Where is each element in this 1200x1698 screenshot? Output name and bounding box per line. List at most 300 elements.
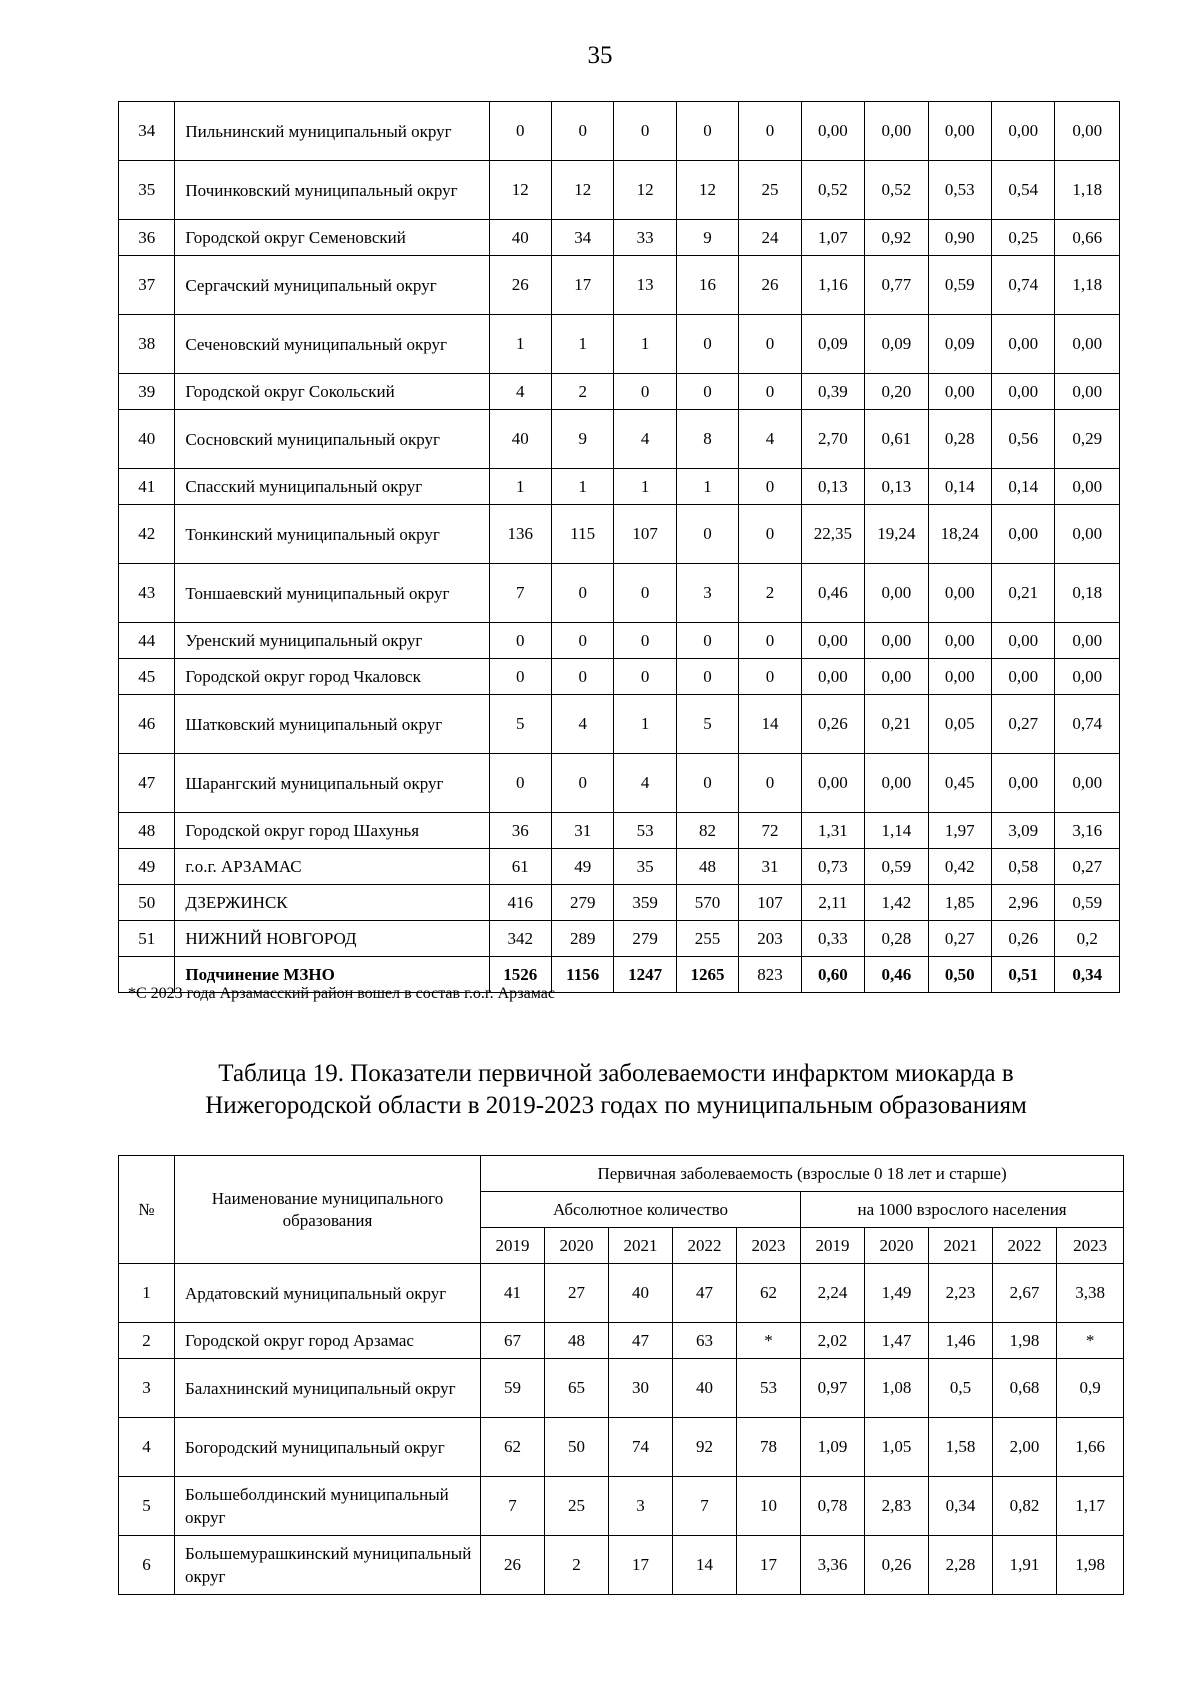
cell-value: 0,77 <box>865 256 928 315</box>
cell-value: 0,00 <box>865 102 928 161</box>
cell-value: 72 <box>739 813 801 849</box>
cell-value: 279 <box>552 885 614 921</box>
cell-value: 0,9 <box>1057 1359 1124 1418</box>
municipality-name: Спасский муниципальный округ <box>175 469 489 505</box>
municipality-name: Сергачский муниципальный округ <box>175 256 489 315</box>
cell-value: 0,20 <box>865 374 928 410</box>
cell-value: 1265 <box>676 957 738 993</box>
cell-value: 0 <box>739 754 801 813</box>
cell-value: 0,42 <box>928 849 991 885</box>
cell-value: 1247 <box>614 957 676 993</box>
row-number: 51 <box>119 921 175 957</box>
cell-value: 0 <box>489 102 551 161</box>
cell-value: 0 <box>552 754 614 813</box>
year-header: 2020 <box>545 1228 609 1264</box>
cell-value: 26 <box>739 256 801 315</box>
cell-value: 0,97 <box>801 1359 865 1418</box>
table-row <box>119 256 1120 315</box>
cell-value: 0,52 <box>801 161 864 220</box>
cell-value: 1 <box>614 469 676 505</box>
cell-value: 0 <box>676 315 738 374</box>
table-row <box>119 315 1120 374</box>
caption-line: Таблица 19. Показатели первичной заболеваемости инфарктом миокарда в <box>218 1060 1014 1087</box>
column-header-number: № <box>119 1156 175 1264</box>
cell-value: 4 <box>614 754 676 813</box>
cell-value: 0,26 <box>801 695 864 754</box>
row-number: 43 <box>119 564 175 623</box>
table-row <box>119 1359 1124 1418</box>
cell-value: 2,11 <box>801 885 864 921</box>
cell-value: 2 <box>552 374 614 410</box>
cell-value: 2 <box>739 564 801 623</box>
cell-value: 0,00 <box>1055 754 1120 813</box>
cell-value: 40 <box>673 1359 737 1418</box>
cell-value: 0 <box>552 623 614 659</box>
cell-value: 2,02 <box>801 1323 865 1359</box>
table-row <box>119 695 1120 754</box>
cell-value: 0,00 <box>928 374 991 410</box>
row-number: 44 <box>119 623 175 659</box>
cell-value: 12 <box>489 161 551 220</box>
cell-value: 1 <box>552 469 614 505</box>
cell-value: 0 <box>614 623 676 659</box>
cell-value: 34 <box>552 220 614 256</box>
cell-value: 1,07 <box>801 220 864 256</box>
cell-value: 2,67 <box>993 1264 1057 1323</box>
cell-value: 0,00 <box>1055 102 1120 161</box>
cell-value: 0,13 <box>865 469 928 505</box>
cell-value: 0,34 <box>929 1477 993 1536</box>
cell-value: 25 <box>545 1477 609 1536</box>
cell-value: 0,00 <box>928 659 991 695</box>
cell-value: 3,36 <box>801 1536 865 1595</box>
cell-value: 416 <box>489 885 551 921</box>
cell-value: 1,18 <box>1055 256 1120 315</box>
table-row <box>119 161 1120 220</box>
cell-value: 0,00 <box>801 659 864 695</box>
row-number: 49 <box>119 849 175 885</box>
cell-value: 1 <box>552 315 614 374</box>
cell-value: 0,00 <box>801 102 864 161</box>
cell-value: 2,70 <box>801 410 864 469</box>
cell-value: 2,96 <box>992 885 1055 921</box>
cell-value: 0,00 <box>1055 623 1120 659</box>
cell-value: 0 <box>489 623 551 659</box>
cell-value: 0,21 <box>992 564 1055 623</box>
cell-value: 2 <box>545 1536 609 1595</box>
cell-value: 0 <box>614 659 676 695</box>
municipality-name: Сеченовский муниципальный округ <box>175 315 489 374</box>
cell-value: 0,39 <box>801 374 864 410</box>
cell-value: 0,66 <box>1055 220 1120 256</box>
row-number: 50 <box>119 885 175 921</box>
cell-value: 0 <box>739 315 801 374</box>
cell-value: 74 <box>609 1418 673 1477</box>
cell-value: 13 <box>614 256 676 315</box>
cell-value: 2,83 <box>865 1477 929 1536</box>
cell-value: 1,98 <box>993 1323 1057 1359</box>
cell-value: 0,00 <box>992 374 1055 410</box>
cell-value: 35 <box>614 849 676 885</box>
cell-value: 4 <box>489 374 551 410</box>
cell-value: 0,00 <box>1055 374 1120 410</box>
cell-value: 0 <box>676 623 738 659</box>
row-number: 4 <box>119 1418 175 1477</box>
cell-value: 0,00 <box>865 564 928 623</box>
cell-value: 9 <box>676 220 738 256</box>
cell-value: 24 <box>739 220 801 256</box>
cell-value: 136 <box>489 505 551 564</box>
cell-value: 0,00 <box>992 754 1055 813</box>
cell-value: 82 <box>676 813 738 849</box>
cell-value: 9 <box>552 410 614 469</box>
cell-value: 0,09 <box>928 315 991 374</box>
cell-value: * <box>737 1323 801 1359</box>
municipality-name: Сосновский муниципальный округ <box>175 410 489 469</box>
cell-value: 48 <box>545 1323 609 1359</box>
municipality-name: Пильнинский муниципальный округ <box>175 102 489 161</box>
row-number: 6 <box>119 1536 175 1595</box>
municipality-name: Богородский муниципальный округ <box>175 1418 481 1477</box>
cell-value: 1,08 <box>865 1359 929 1418</box>
cell-value: 33 <box>614 220 676 256</box>
cell-value: 0,26 <box>992 921 1055 957</box>
municipality-name: ДЗЕРЖИНСК <box>175 885 489 921</box>
cell-value: 0 <box>552 102 614 161</box>
footnote: *С 2023 года Арзамасский район вошел в состав г.о.г. Арзамас <box>128 985 555 1002</box>
municipality-name: НИЖНИЙ НОВГОРОД <box>175 921 489 957</box>
cell-value: 0,46 <box>801 564 864 623</box>
cell-value: 18,24 <box>928 505 991 564</box>
cell-value: 0,56 <box>992 410 1055 469</box>
cell-value: 0,25 <box>992 220 1055 256</box>
year-header: 2019 <box>801 1228 865 1264</box>
cell-value: 0 <box>552 659 614 695</box>
row-number: 48 <box>119 813 175 849</box>
cell-value: 342 <box>489 921 551 957</box>
cell-value: 0 <box>676 102 738 161</box>
row-number: 41 <box>119 469 175 505</box>
cell-value: 0,28 <box>928 410 991 469</box>
cell-value: 0,00 <box>992 315 1055 374</box>
cell-value: 5 <box>489 695 551 754</box>
cell-value: 0 <box>614 564 676 623</box>
cell-value: 47 <box>609 1323 673 1359</box>
cell-value: 1 <box>489 315 551 374</box>
cell-value: 3 <box>609 1477 673 1536</box>
year-header: 2021 <box>609 1228 673 1264</box>
cell-value: 3,09 <box>992 813 1055 849</box>
cell-value: 47 <box>673 1264 737 1323</box>
table-19 <box>118 1155 1124 1595</box>
cell-value: 30 <box>609 1359 673 1418</box>
cell-value: 40 <box>489 410 551 469</box>
cell-value: 31 <box>552 813 614 849</box>
year-header: 2022 <box>673 1228 737 1264</box>
table-row <box>119 220 1120 256</box>
cell-value: 17 <box>552 256 614 315</box>
row-number: 38 <box>119 315 175 374</box>
column-header-name: Наименование муниципального образования <box>175 1156 481 1264</box>
row-number: 37 <box>119 256 175 315</box>
municipality-name: Городской округ город Шахунья <box>175 813 489 849</box>
cell-value: 1,14 <box>865 813 928 849</box>
cell-value: 0 <box>676 374 738 410</box>
cell-value: 203 <box>739 921 801 957</box>
cell-value: 0,73 <box>801 849 864 885</box>
row-number: 3 <box>119 1359 175 1418</box>
cell-value: * <box>1057 1323 1124 1359</box>
cell-value: 1,46 <box>929 1323 993 1359</box>
cell-value: 0,68 <box>993 1359 1057 1418</box>
cell-value: 0 <box>676 659 738 695</box>
table-row <box>119 505 1120 564</box>
year-header: 2023 <box>737 1228 801 1264</box>
cell-value: 1,98 <box>1057 1536 1124 1595</box>
cell-value: 7 <box>481 1477 545 1536</box>
cell-value: 1,17 <box>1057 1477 1124 1536</box>
table-continuation <box>118 101 1120 993</box>
cell-value: 0,29 <box>1055 410 1120 469</box>
cell-value: 0,18 <box>1055 564 1120 623</box>
cell-value: 0,59 <box>928 256 991 315</box>
cell-value: 115 <box>552 505 614 564</box>
table-row <box>119 469 1120 505</box>
cell-value: 1,18 <box>1055 161 1120 220</box>
cell-value: 0,14 <box>992 469 1055 505</box>
municipality-name: Городской округ город Чкаловск <box>175 659 489 695</box>
cell-value: 49 <box>552 849 614 885</box>
cell-value: 0,00 <box>865 754 928 813</box>
cell-value: 0,2 <box>1055 921 1120 957</box>
page-number: 35 <box>587 42 613 69</box>
cell-value: 41 <box>481 1264 545 1323</box>
table-row <box>119 813 1120 849</box>
row-number: 35 <box>119 161 175 220</box>
cell-value: 22,35 <box>801 505 864 564</box>
cell-value: 92 <box>673 1418 737 1477</box>
cell-value: 0,61 <box>865 410 928 469</box>
cell-value: 1,09 <box>801 1418 865 1477</box>
cell-value: 0,00 <box>992 659 1055 695</box>
cell-value: 0,00 <box>992 505 1055 564</box>
row-number: 1 <box>119 1264 175 1323</box>
year-header: 2022 <box>993 1228 1057 1264</box>
cell-value: 255 <box>676 921 738 957</box>
cell-value: 0,45 <box>928 754 991 813</box>
row-number: 46 <box>119 695 175 754</box>
cell-value: 8 <box>676 410 738 469</box>
cell-value: 67 <box>481 1323 545 1359</box>
cell-value: 1156 <box>552 957 614 993</box>
cell-value: 62 <box>481 1418 545 1477</box>
cell-value: 0,74 <box>992 256 1055 315</box>
cell-value: 0,27 <box>1055 849 1120 885</box>
cell-value: 3,16 <box>1055 813 1120 849</box>
cell-value: 1,49 <box>865 1264 929 1323</box>
cell-value: 0,00 <box>1055 659 1120 695</box>
cell-value: 0 <box>739 374 801 410</box>
cell-value: 48 <box>676 849 738 885</box>
cell-value: 2,24 <box>801 1264 865 1323</box>
cell-value: 359 <box>614 885 676 921</box>
column-header-rate: на 1000 взрослого населения <box>801 1192 1124 1228</box>
cell-value: 17 <box>609 1536 673 1595</box>
table-row <box>119 659 1120 695</box>
cell-value: 0 <box>489 754 551 813</box>
cell-value: 1,85 <box>928 885 991 921</box>
row-number: 45 <box>119 659 175 695</box>
cell-value: 0,27 <box>992 695 1055 754</box>
table-row <box>119 374 1120 410</box>
table-row <box>119 623 1120 659</box>
row-number: 39 <box>119 374 175 410</box>
cell-value: 0,82 <box>993 1477 1057 1536</box>
cell-value: 1526 <box>489 957 551 993</box>
cell-value: 0,46 <box>865 957 928 993</box>
cell-value: 0 <box>739 659 801 695</box>
cell-value: 0,00 <box>1055 505 1120 564</box>
cell-value: 63 <box>673 1323 737 1359</box>
municipality-name: Тоншаевский муниципальный округ <box>175 564 489 623</box>
municipality-name: Балахнинский муниципальный округ <box>175 1359 481 1418</box>
cell-value: 570 <box>676 885 738 921</box>
cell-value: 78 <box>737 1418 801 1477</box>
cell-value: 0,00 <box>865 623 928 659</box>
table-row <box>119 754 1120 813</box>
cell-value: 0,00 <box>928 102 991 161</box>
column-header-main: Первичная заболеваемость (взрослые 0 18 лет и старше) <box>481 1156 1124 1192</box>
municipality-name: Городской округ Сокольский <box>175 374 489 410</box>
cell-value: 12 <box>676 161 738 220</box>
cell-value: 0,54 <box>992 161 1055 220</box>
year-header: 2021 <box>929 1228 993 1264</box>
municipality-name: Шатковский муниципальный округ <box>175 695 489 754</box>
municipality-name: Большеболдинский муниципальный округ <box>175 1477 481 1536</box>
year-header: 2020 <box>865 1228 929 1264</box>
table-row <box>119 921 1120 957</box>
table-caption <box>0 1058 1200 1122</box>
cell-value: 12 <box>552 161 614 220</box>
municipality-name: Городской округ город Арзамас <box>175 1323 481 1359</box>
municipality-name: г.о.г. АРЗАМАС <box>175 849 489 885</box>
cell-value: 1,58 <box>929 1418 993 1477</box>
cell-value: 0,53 <box>928 161 991 220</box>
cell-value: 4 <box>552 695 614 754</box>
cell-value: 3 <box>676 564 738 623</box>
cell-value: 107 <box>739 885 801 921</box>
cell-value: 1,47 <box>865 1323 929 1359</box>
cell-value: 0,34 <box>1055 957 1120 993</box>
table-row <box>119 564 1120 623</box>
cell-value: 0,90 <box>928 220 991 256</box>
cell-value: 0 <box>739 102 801 161</box>
cell-value: 0,13 <box>801 469 864 505</box>
cell-value: 17 <box>737 1536 801 1595</box>
cell-value: 0,14 <box>928 469 991 505</box>
row-number: 36 <box>119 220 175 256</box>
cell-value: 61 <box>489 849 551 885</box>
caption-line: Нижегородской области в 2019-2023 годах по муниципальным образованиям <box>205 1092 1027 1119</box>
cell-value: 5 <box>676 695 738 754</box>
cell-value: 2,28 <box>929 1536 993 1595</box>
cell-value: 0,28 <box>865 921 928 957</box>
table-row <box>119 1536 1124 1595</box>
year-header: 2019 <box>481 1228 545 1264</box>
cell-value: 1 <box>614 315 676 374</box>
cell-value: 62 <box>737 1264 801 1323</box>
cell-value: 0,52 <box>865 161 928 220</box>
cell-value: 1,05 <box>865 1418 929 1477</box>
cell-value: 0 <box>489 659 551 695</box>
row-number: 5 <box>119 1477 175 1536</box>
cell-value: 50 <box>545 1418 609 1477</box>
cell-value: 1 <box>614 695 676 754</box>
cell-value: 0,60 <box>801 957 864 993</box>
cell-value: 7 <box>489 564 551 623</box>
table-row <box>119 1264 1124 1323</box>
cell-value: 0,78 <box>801 1477 865 1536</box>
cell-value: 0,5 <box>929 1359 993 1418</box>
cell-value: 0 <box>676 505 738 564</box>
cell-value: 7 <box>673 1477 737 1536</box>
cell-value: 1,42 <box>865 885 928 921</box>
cell-value: 289 <box>552 921 614 957</box>
table-row <box>119 1323 1124 1359</box>
cell-value: 823 <box>739 957 801 993</box>
municipality-name: Шарангский муниципальный округ <box>175 754 489 813</box>
municipality-name: Уренский муниципальный округ <box>175 623 489 659</box>
cell-value: 0 <box>739 469 801 505</box>
cell-value: 0,92 <box>865 220 928 256</box>
cell-value: 1,97 <box>928 813 991 849</box>
cell-value: 0,00 <box>1055 315 1120 374</box>
cell-value: 0,05 <box>928 695 991 754</box>
cell-value: 0 <box>614 102 676 161</box>
table-row <box>119 885 1120 921</box>
cell-value: 0 <box>739 505 801 564</box>
row-number: 40 <box>119 410 175 469</box>
cell-value: 1,91 <box>993 1536 1057 1595</box>
cell-value: 0,00 <box>801 623 864 659</box>
cell-value: 19,24 <box>865 505 928 564</box>
cell-value: 27 <box>545 1264 609 1323</box>
cell-value: 4 <box>739 410 801 469</box>
cell-value: 0,27 <box>928 921 991 957</box>
cell-value: 0 <box>552 564 614 623</box>
cell-value: 4 <box>614 410 676 469</box>
municipality-name: Тонкинский муниципальный округ <box>175 505 489 564</box>
municipality-name: Городской округ Семеновский <box>175 220 489 256</box>
cell-value: 0,00 <box>865 659 928 695</box>
cell-value: 26 <box>489 256 551 315</box>
row-number: 2 <box>119 1323 175 1359</box>
total-label: Подчинение МЗНО <box>175 957 489 993</box>
cell-value: 1,31 <box>801 813 864 849</box>
cell-value: 1 <box>676 469 738 505</box>
municipality-name: Ардатовский муниципальный округ <box>175 1264 481 1323</box>
cell-value: 0,00 <box>801 754 864 813</box>
cell-value: 0,00 <box>928 564 991 623</box>
table-row <box>119 1477 1124 1536</box>
table-row <box>119 1418 1124 1477</box>
cell-value: 0,26 <box>865 1536 929 1595</box>
cell-value: 26 <box>481 1536 545 1595</box>
cell-value: 0,51 <box>992 957 1055 993</box>
cell-value: 0,74 <box>1055 695 1120 754</box>
cell-value: 0,00 <box>928 623 991 659</box>
row-number: 42 <box>119 505 175 564</box>
